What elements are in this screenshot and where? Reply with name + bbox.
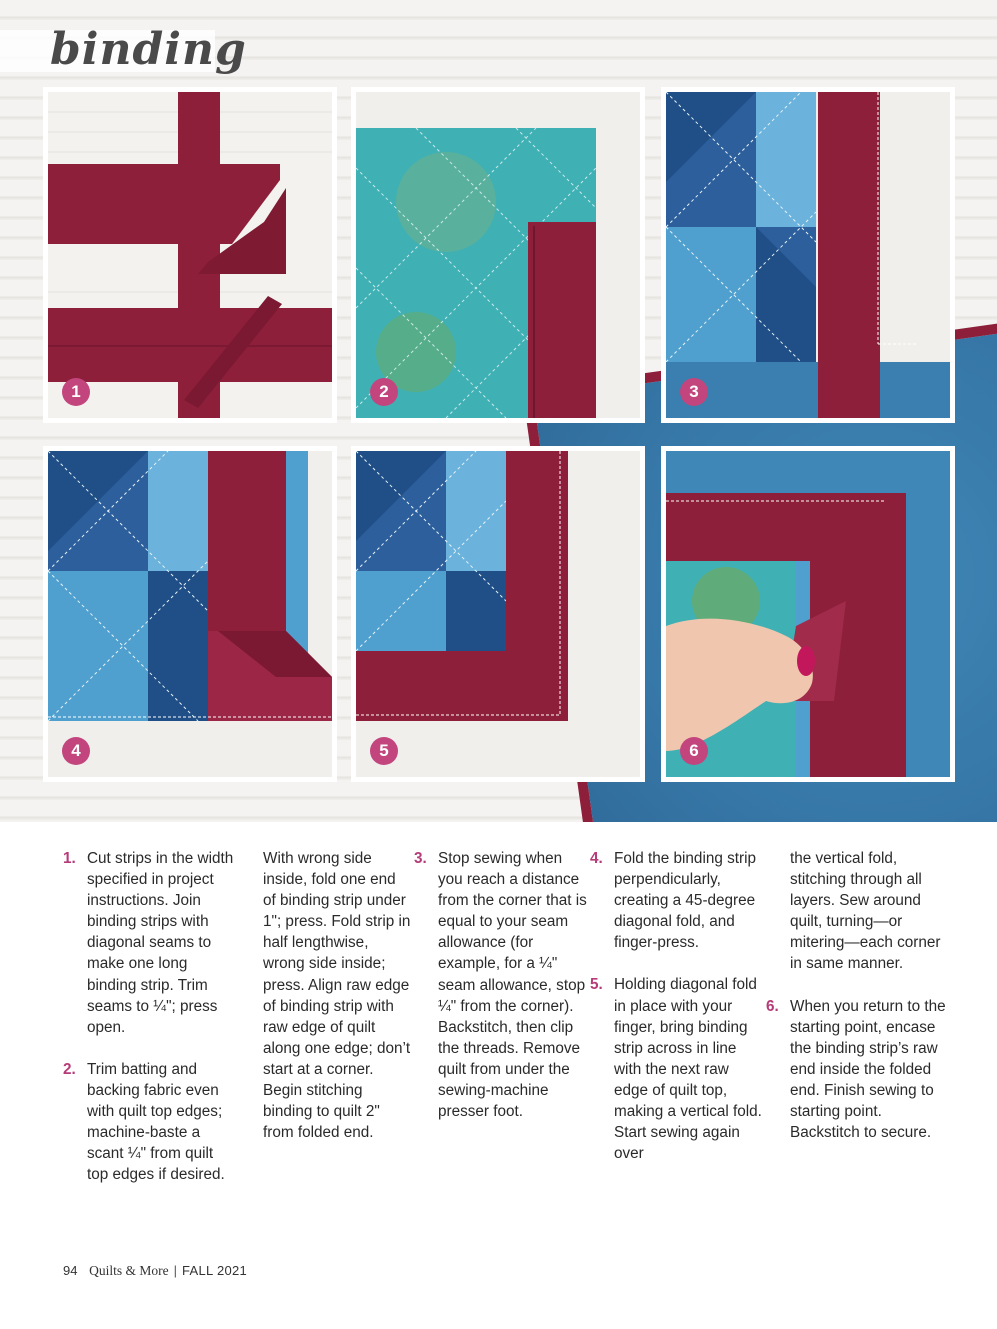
step-text: When you return to the starting point, encase the binding strip’s raw end inside the folded end. Finish sewing to starting point. Backstitch to secure. [790, 997, 946, 1142]
diagonal-fold-illustration [48, 451, 332, 777]
step-text-continued: the vertical fold, stitching through all layers. Sew around quilt, turning—or mitering—each corner in same manner. [790, 850, 941, 973]
issue-date: FALL 2021 [181, 1263, 248, 1278]
stitched-corner-illustration [666, 92, 950, 418]
step-number: 6. [766, 997, 779, 1015]
page-number: 94 [63, 1263, 78, 1278]
step-photo-6 [661, 446, 955, 782]
step-number: 5. [590, 976, 603, 994]
step-text: Holding diagonal fold in place with your finger, bring binding strip across in line with the next raw edge of quilt top, making a vertical fold. Start sewing again over [614, 976, 762, 1163]
instruction-step-6 [766, 996, 946, 1144]
step-number-badge: 2 [370, 378, 398, 406]
binding-strips-illustration [48, 92, 332, 418]
step-number: 4. [590, 850, 603, 867]
instruction-step-2 [63, 1059, 235, 1186]
page-title: binding [50, 24, 247, 75]
step-photo-4 [43, 446, 337, 782]
step-number: 3. [414, 850, 427, 867]
hand-folding-binding-illustration [666, 451, 950, 777]
instructions-column-1 [63, 848, 235, 1185]
step-number-badge: 1 [62, 378, 90, 406]
step-photo-2 [351, 87, 645, 423]
magazine-name: Quilts & More [89, 1263, 169, 1278]
instruction-step-4 [590, 848, 766, 953]
instructions-column-5 [766, 848, 946, 1143]
step-photo-3 [661, 87, 955, 423]
step-number-badge: 6 [680, 737, 708, 765]
vertical-fold-illustration [356, 451, 640, 777]
footer-separator: | [173, 1263, 177, 1278]
step-number-badge: 4 [62, 737, 90, 765]
instruction-step-5-continued [766, 848, 946, 975]
step-number: 1. [63, 850, 76, 867]
step-text: Cut strips in the width specified in project instructions. Join binding strips with diagonal seams to make one long binding strip. Trim seams to ¼"; press open. [87, 850, 234, 1036]
step-text-continued: With wrong side inside, fold one end of binding strip under 1"; press. Fold strip in half lengthwise, wrong side inside; press. Align raw edge of binding strip with raw edge of quilt along one edge; don’t start at a corner. Begin stitching binding to quilt 2" from folded end. [263, 850, 411, 1142]
step-number-badge: 3 [680, 378, 708, 406]
trimmed-quilt-illustration [356, 92, 640, 418]
step-text: Trim batting and backing fabric even with quilt top edges; machine-baste a scant ¼" from quilt top edges if desired. [87, 1060, 225, 1184]
step-photo-5 [351, 446, 645, 782]
page-footer [63, 1263, 247, 1279]
step-number-badge: 5 [370, 737, 398, 765]
step-text: Fold the binding strip perpendicularly, creating a 45-degree diagonal fold, and finger-press. [614, 850, 757, 952]
step-photo-1 [43, 87, 337, 423]
step-number: 2. [63, 1060, 76, 1078]
instruction-step-1 [63, 848, 235, 1038]
instructions-column-2 [263, 848, 411, 1143]
instruction-step-3 [414, 848, 589, 1122]
instruction-step-5 [590, 974, 766, 1164]
instructions-column-3 [414, 848, 589, 1122]
instructions-column-4 [590, 848, 766, 1164]
step-text: Stop sewing when you reach a distance from the corner that is equal to your seam allowance (for example, for a ¼" seam allowance, stop ¼" from the corner). Backstitch, then clip the threads. Remove quilt from under the sewing-machine presser foot. [438, 850, 587, 1121]
